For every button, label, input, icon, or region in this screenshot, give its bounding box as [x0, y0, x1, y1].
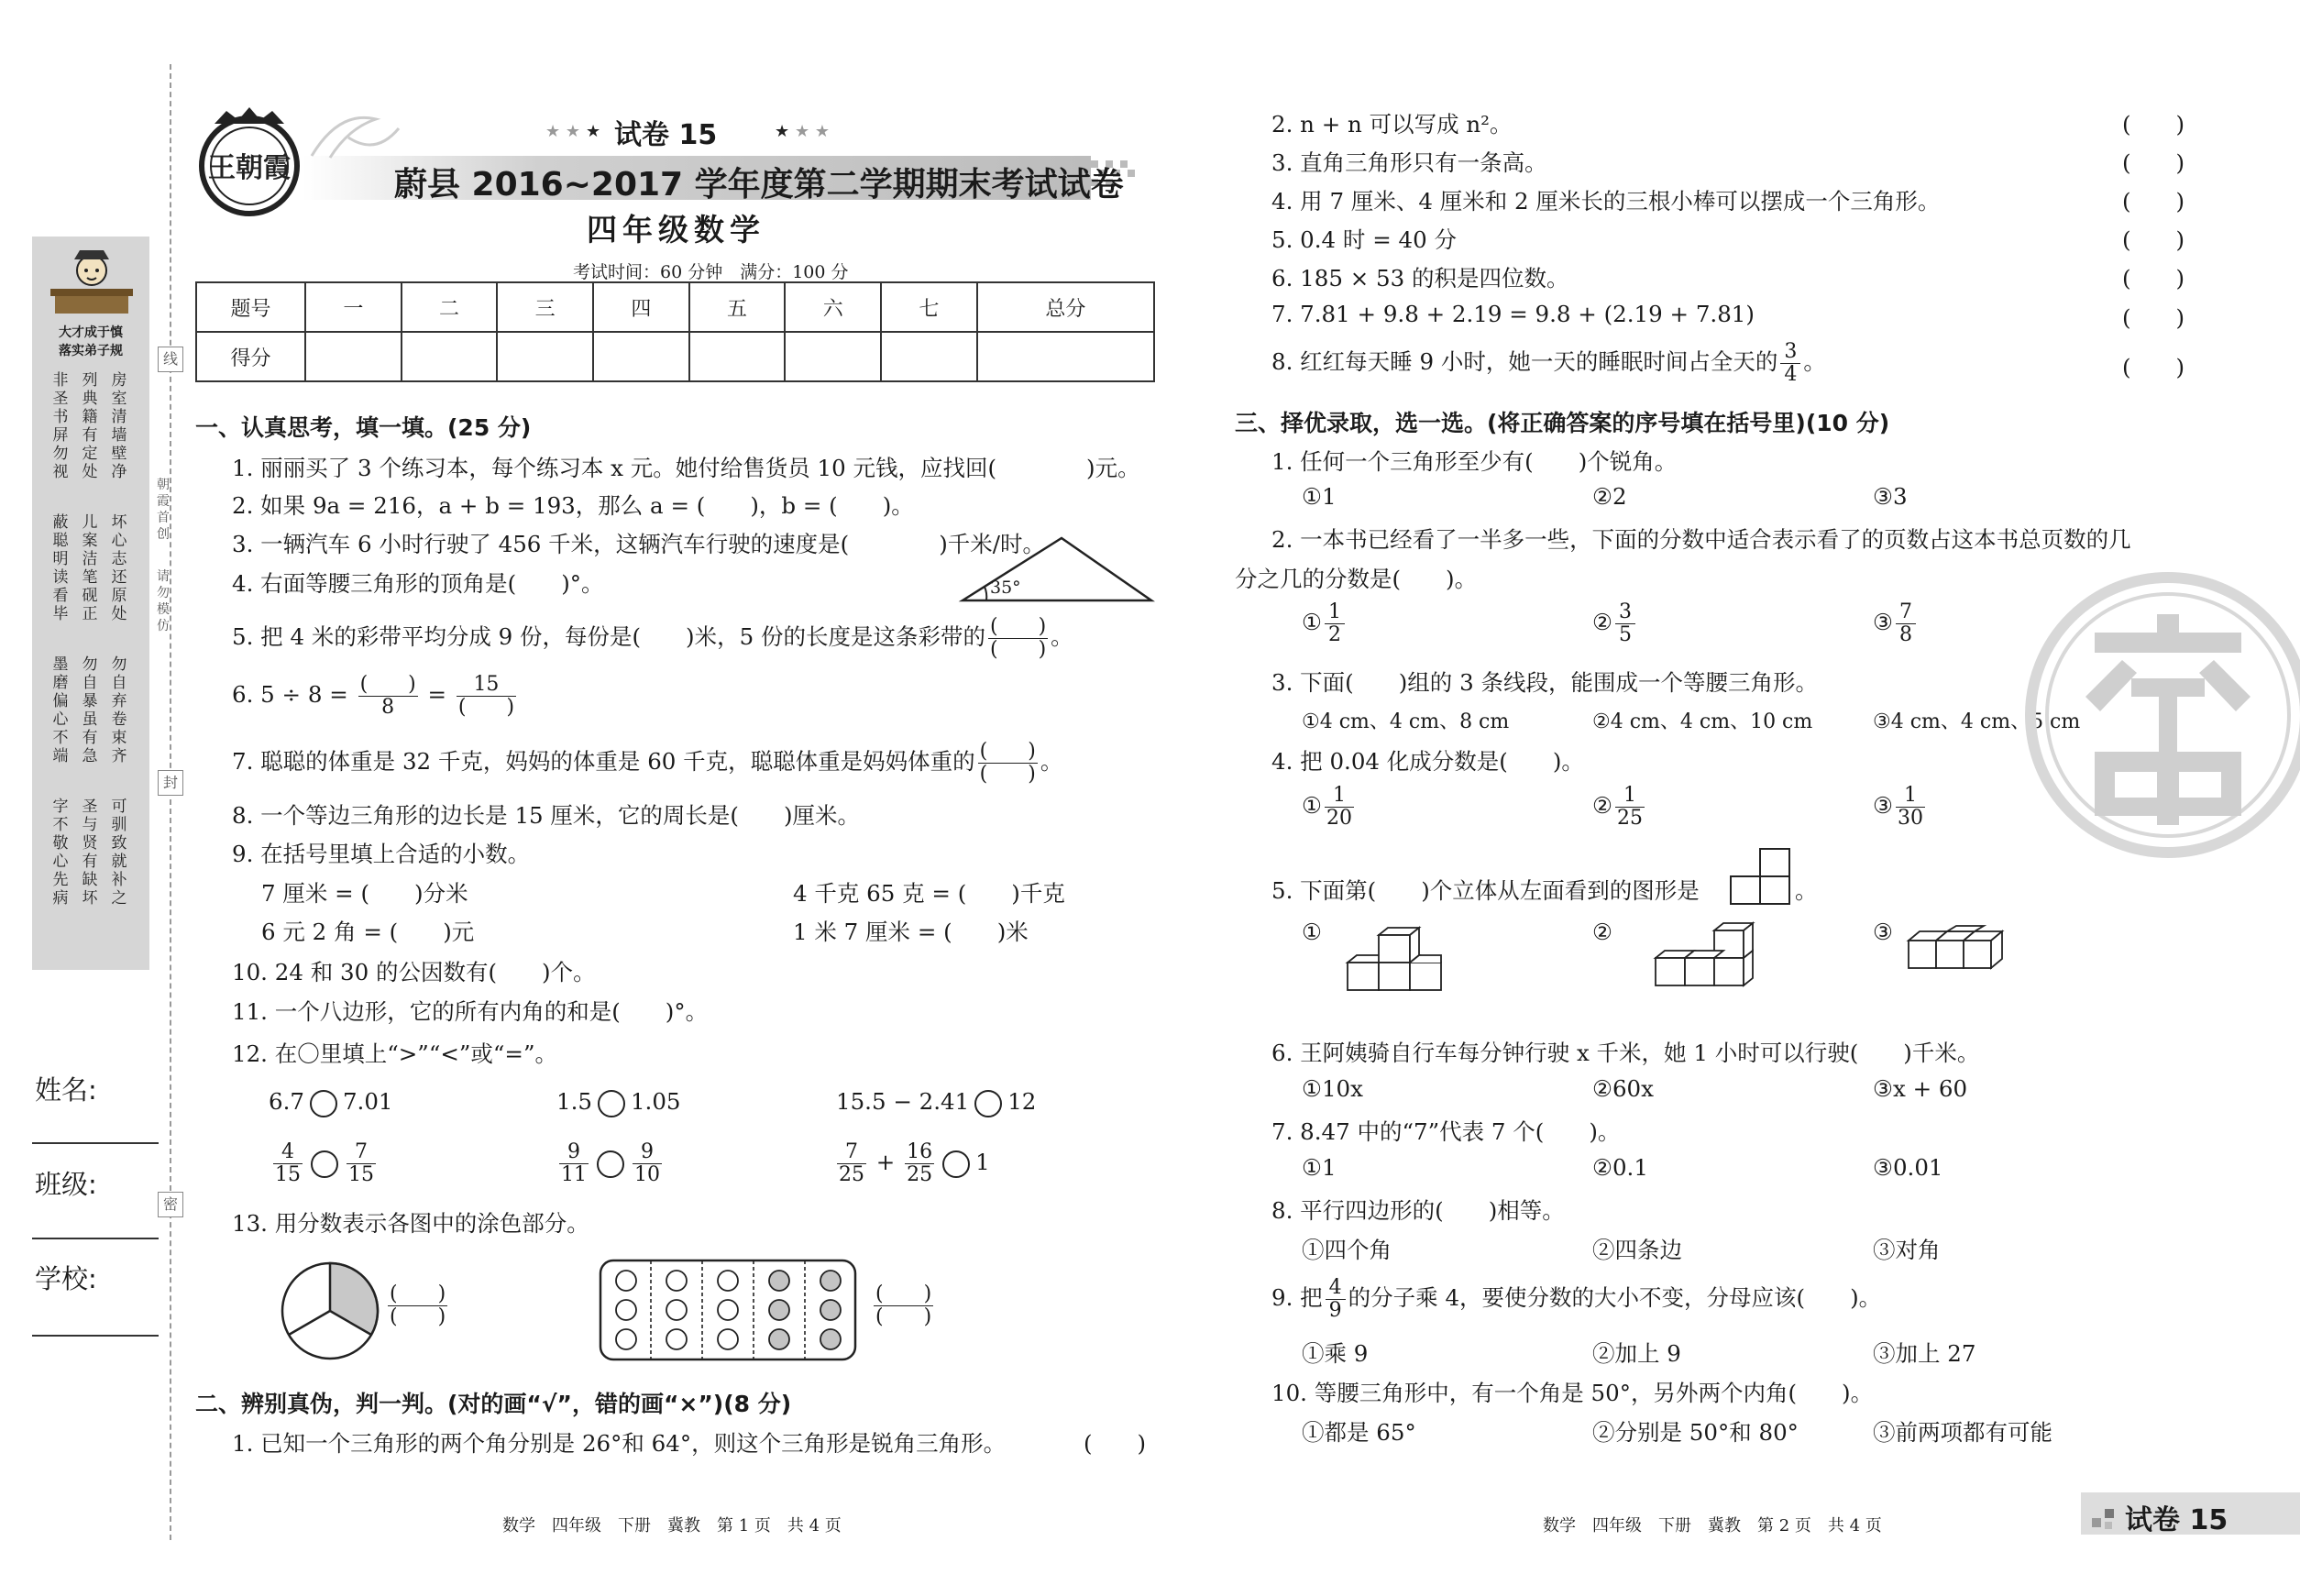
score-input-cell[interactable]: [977, 332, 1154, 381]
s3-q2-line1: 2. 一本书已经看了一半多一些，下面的分数中适合表示看了的页数占这本书总页数的几: [1271, 526, 2131, 553]
frac-num: 16: [907, 1140, 933, 1163]
score-head-cell: 一: [305, 282, 402, 332]
s3-q3-opt2[interactable]: ②4 cm、4 cm、10 cm: [1592, 710, 1813, 733]
name-label: 姓名:: [35, 1074, 97, 1106]
opt-marker: ①: [1302, 792, 1322, 819]
s1-q9: 9. 在括号里填上合适的小数。: [232, 841, 531, 867]
opt-frac: [1615, 785, 1645, 830]
score-head-cell: 总分: [977, 282, 1154, 332]
s2-q1: 1. 已知一个三角形的两个角分别是 26°和 64°，则这个三角形是锐角三角形。: [232, 1430, 1007, 1457]
score-input-cell[interactable]: [881, 332, 977, 381]
q12b-right: 1.05: [630, 1088, 681, 1115]
s1-q12d: [270, 1141, 379, 1186]
s2-q4: 4. 用 7 厘米、4 厘米和 2 厘米长的三根小棒可以摆成一个三角形。: [1271, 188, 1941, 215]
score-head-cell: 题号: [196, 282, 305, 332]
s3-q8-opt2[interactable]: ②四条边: [1592, 1237, 1682, 1263]
score-input-cell[interactable]: [402, 332, 498, 381]
side-note-1: 朝霞首创: [157, 478, 170, 542]
frac-num: 7: [1898, 600, 1912, 623]
s1-q5-text: 5. 把 4 米的彩带平均分成 9 份，每份是( )米，5 份的长度是这条彩带的: [232, 623, 985, 650]
s3-q4-opt2[interactable]: [1592, 785, 1647, 830]
q12f-frac-b: [905, 1141, 934, 1186]
s1-q6: [232, 674, 519, 719]
ribbon-decoration: [293, 101, 403, 165]
s1-q3: 3. 一辆汽车 6 小时行驶了 456 千米，这辆汽车行驶的速度是( )千米/时。: [232, 531, 1046, 557]
frac-den: 9: [1328, 1299, 1342, 1322]
seal-char-secret: 密: [158, 1192, 183, 1217]
q12d-frac-left: [273, 1141, 303, 1186]
s3-q5: 5. 下面第( )个立体从左面看到的图形是: [1271, 877, 1700, 904]
s1-q4: 4. 右面等腰三角形的顶角是( )°。: [232, 570, 604, 597]
s3-q7-opt3[interactable]: ③0.01: [1873, 1154, 1943, 1181]
s2-q4-answer[interactable]: ( ): [2122, 188, 2185, 215]
frac-num: 4: [281, 1140, 294, 1163]
motto-col-7: 墨磨偏心不端: [52, 655, 69, 765]
score-value-row: [196, 332, 1154, 381]
s1-q5: 5. 把 4 米的彩带平均分成 9 份，每份是( )米，5 份的长度是这条彩带的 $\frac{( )}{( )}$ 。: [232, 615, 1073, 661]
s1-q9d: 1 米 7 厘米 = ( )米: [793, 919, 1029, 945]
frac-den: 2: [1327, 623, 1341, 646]
motto-col-5: 儿案洁笔砚正: [82, 513, 98, 623]
frac-den: 11: [561, 1163, 587, 1186]
opt-marker: ③: [1873, 792, 1893, 819]
s3-q10-opt2[interactable]: ②分别是 50°和 80°: [1592, 1419, 1799, 1446]
s3-q1: 1. 任何一个三角形至少有( )个锐角。: [1271, 448, 1678, 475]
score-input-cell[interactable]: [305, 332, 402, 381]
s3-q1-opt3[interactable]: ③3: [1873, 483, 1908, 510]
school-underline[interactable]: [32, 1335, 159, 1337]
frac-den: ( ): [875, 1305, 932, 1328]
q12b-left: 1.5: [556, 1088, 592, 1115]
s3-q6-opt3[interactable]: ③x + 60: [1873, 1075, 1968, 1102]
s2-q7: 7. 7.81 + 9.8 + 2.19 = 9.8 + (2.19 + 7.81): [1271, 301, 1755, 327]
frac-den: 30: [1897, 807, 1923, 830]
s2-q2-answer[interactable]: ( ): [2122, 111, 2185, 138]
motto-col-3: 房室清墙壁净: [111, 371, 127, 481]
section2-title: 二、辨别真伪，判一判。(对的画“√”，错的画“×”)(8 分): [195, 1391, 792, 1417]
s2-q7-answer[interactable]: ( ): [2122, 304, 2185, 331]
s2-q8-fraction: [1780, 341, 1800, 386]
svg-text:★ ★: ★ ★: [795, 122, 830, 141]
q12f-right: 1: [975, 1149, 990, 1175]
side-note-2: 请勿模仿: [157, 569, 170, 633]
s3-q4-opt1[interactable]: [1302, 785, 1357, 830]
s3-q9: [1271, 1277, 1881, 1322]
stars-right-icon: [775, 116, 839, 144]
score-head-cell: 六: [785, 282, 881, 332]
s3-q9-opt1[interactable]: ①乘 9: [1302, 1340, 1369, 1367]
compare-circle[interactable]: [598, 1090, 625, 1117]
s1-q11: 11. 一个八边形，它的所有内角的和是( )°。: [232, 998, 709, 1025]
seal-char-line: 线: [158, 347, 183, 372]
frac-num: 1: [1332, 784, 1346, 807]
s3-q9-fraction: [1326, 1277, 1346, 1322]
frac-den: 20: [1326, 807, 1352, 830]
svg-text:★ ★: ★ ★: [545, 122, 580, 141]
s2-q3: 3. 直角三角形只有一条高。: [1271, 149, 1547, 176]
secret-stamp-icon: [2021, 568, 2300, 862]
frac-num: 9: [567, 1140, 580, 1163]
score-input-cell[interactable]: [689, 332, 786, 381]
s1-q7-fraction: [978, 741, 1038, 786]
frac-den: 15: [348, 1163, 374, 1186]
scholar-illustration: [50, 243, 133, 321]
section1-title: 一、认真思考，填一填。(25 分): [195, 414, 532, 441]
frac-num: 3: [1618, 600, 1632, 623]
s3-q10-opt3[interactable]: ③前两项都有可能: [1873, 1419, 2052, 1446]
opt-frac: [1325, 785, 1354, 830]
s3-q7-opt1[interactable]: ①1: [1302, 1154, 1337, 1181]
s1-q12e: [556, 1141, 665, 1186]
s2-q2: 2. n + n 可以写成 n²。: [1271, 111, 1513, 138]
cubes-option-3[interactable]: [1905, 924, 2019, 977]
q12e-frac-right: [633, 1141, 662, 1186]
s1-q6-frac1: [358, 674, 418, 719]
frac-den: 25: [839, 1163, 864, 1186]
s3-q9-lead: 9. 把: [1271, 1284, 1323, 1311]
name-underline[interactable]: [32, 1142, 159, 1144]
compare-circle[interactable]: [597, 1150, 624, 1178]
motto-col-2: 列典籍有定处: [82, 371, 98, 481]
s2-q6-answer[interactable]: ( ): [2122, 265, 2185, 292]
s1-q8: 8. 一个等边三角形的边长是 15 厘米，它的周长是( )厘米。: [232, 802, 861, 829]
frac-num: 1: [1623, 784, 1636, 807]
s1-q10: 10. 24 和 30 的公因数有( )个。: [232, 959, 596, 985]
class-label: 班级:: [35, 1169, 97, 1200]
compare-circle[interactable]: [974, 1090, 1002, 1117]
section3-title: 三、择优录取，选一选。(将正确答案的序号填在括号里)(10 分): [1235, 410, 1890, 436]
frac-den: ( ): [989, 638, 1047, 661]
s1-q12b: [556, 1088, 681, 1117]
s3-q1-opt1[interactable]: ①1: [1302, 483, 1337, 510]
s2-q6: 6. 185 × 53 的积是四位数。: [1271, 265, 1569, 292]
s1-q9c: 6 元 2 角 = ( )元: [261, 919, 475, 945]
s3-q2-opt2[interactable]: [1592, 601, 1638, 646]
s1-q9b: 4 千克 65 克 = ( )千克: [793, 880, 1065, 907]
s3-q8-opt3[interactable]: ③对角: [1873, 1237, 1941, 1263]
svg-text:王朝霞: 王朝霞: [208, 152, 291, 184]
s3-q3-opt1[interactable]: ①4 cm、4 cm、8 cm: [1302, 710, 1510, 733]
s3-q8-opt1[interactable]: ①四个角: [1302, 1237, 1392, 1263]
frac-den: 5: [1618, 623, 1632, 646]
s2-q8-answer[interactable]: ( ): [2122, 354, 2185, 380]
s3-q1-opt2[interactable]: ②2: [1592, 483, 1627, 510]
motto-col-11: 圣与贤有缺坏: [82, 798, 98, 908]
score-label-cell: 得分: [196, 332, 305, 381]
s3-q2-opt3[interactable]: [1873, 601, 1919, 646]
frac-den: 8: [1898, 623, 1912, 646]
s2-q8: [1271, 341, 1826, 386]
school-label: 学校:: [35, 1263, 97, 1294]
q12f-plus: +: [875, 1149, 896, 1175]
s3-q4-opt3[interactable]: [1873, 785, 1928, 830]
exam-info: 考试时间：60 分钟 满分：100 分: [573, 262, 849, 282]
frac-den: 8: [381, 696, 395, 719]
compare-circle[interactable]: [311, 1150, 338, 1178]
q12c-right: 12: [1007, 1088, 1037, 1115]
s1-q12a: [269, 1088, 393, 1117]
s3-q2-opt1[interactable]: [1302, 601, 1348, 646]
frac-num: 7: [845, 1140, 858, 1163]
q12f-frac-a: [837, 1141, 866, 1186]
opt-frac: [1896, 601, 1916, 646]
score-input-cell[interactable]: [785, 332, 881, 381]
s1-q6-eq: =: [427, 681, 447, 708]
s3-q5-opt2-label[interactable]: ②: [1592, 919, 1612, 945]
q12a-left: 6.7: [269, 1088, 304, 1115]
motto-col-10: 字不敬心先病: [52, 798, 69, 908]
s1-q1: 1. 丽丽买了 3 个练习本，每个练习本 x 元。她付给售货员 10 元钱，应找回( )元。: [232, 455, 1140, 481]
s1-q12c: [836, 1088, 1036, 1117]
s3-q8: 8. 平行四边形的( )相等。: [1271, 1197, 1565, 1224]
s3-q10: 10. 等腰三角形中，有一个角是 50°，另外两个内角( )。: [1271, 1380, 1874, 1406]
opt-marker: ③: [1873, 609, 1893, 635]
tag-squares-icon: [2092, 1500, 2125, 1533]
s3-q9-rest: 的分子乘 4，要使分数的大小不变，分母应该( )。: [1348, 1284, 1882, 1311]
publisher-logo: [194, 107, 304, 217]
s3-q6-opt1[interactable]: ①10x: [1302, 1075, 1363, 1102]
frac-den: 25: [907, 1163, 933, 1186]
s1-q6-frac2: [457, 674, 516, 719]
q12a-right: 7.01: [342, 1088, 393, 1115]
opt-marker: ①: [1302, 609, 1322, 635]
frac-num: 7: [355, 1140, 368, 1163]
frac-num: 15: [473, 673, 500, 696]
s1-q13-answer1[interactable]: [385, 1283, 450, 1328]
s1-q2: 2. 如果 9a = 216，a + b = 193，那么 a = ( )，b = ( )。: [232, 492, 914, 519]
s3-q2-line2: 分之几的分数是( )。: [1235, 566, 1478, 592]
s1-q5-fraction: [988, 616, 1048, 661]
s3-q4: 4. 把 0.04 化成分数是( )。: [1271, 748, 1584, 775]
motto-title-2: 落实弟子规: [59, 344, 123, 358]
s3-q6: 6. 王阿姨骑自行车每分钟行驶 x 千米，她 1 小时可以行驶( )千米。: [1271, 1040, 1980, 1066]
score-head-cell: 七: [881, 282, 977, 332]
circles-grid-figure: [599, 1259, 857, 1361]
frac-den: ( ): [979, 763, 1036, 786]
s1-q7: 7. 聪聪的体重是 32 千克，妈妈的体重是 60 千克，聪聪体重是妈妈体重的 $\frac{( )}{( )}$ 。: [232, 740, 1063, 786]
q12d-frac-right: [347, 1141, 376, 1186]
s3-q10-opt1[interactable]: ①都是 65°: [1302, 1419, 1416, 1446]
s3-q9-opt2[interactable]: ②加上 9: [1592, 1340, 1681, 1367]
compare-circle[interactable]: [942, 1150, 970, 1178]
frac-num: 9: [641, 1140, 654, 1163]
frac-den: ( ): [457, 696, 515, 719]
opt-marker: ②: [1592, 609, 1612, 635]
s2-q3-answer[interactable]: ( ): [2122, 149, 2185, 176]
compare-circle[interactable]: [310, 1090, 337, 1117]
score-input-cell[interactable]: [497, 332, 593, 381]
frac-den: ( ): [390, 1305, 446, 1328]
score-head-cell: 四: [593, 282, 689, 332]
left-view-shape: [1729, 847, 1793, 908]
answer-frac: [874, 1283, 933, 1328]
score-table: [195, 281, 1155, 382]
frac-num: ( ): [979, 740, 1036, 763]
opt-frac: [1615, 601, 1635, 646]
score-head-cell: 三: [497, 282, 593, 332]
s1-q13-answer2[interactable]: [871, 1283, 936, 1328]
frac-den: 10: [634, 1163, 660, 1186]
s2-q8-text: 8. 红红每天睡 9 小时，她一天的睡眠时间占全天的: [1271, 348, 1778, 375]
paper-tag: 试卷 15: [2125, 1504, 2228, 1536]
s1-q4-angle: 35°: [990, 578, 1021, 598]
opt-frac: [1896, 785, 1925, 830]
exam-title: 蔚县 2016~2017 学年度第二学期期末考试试卷: [394, 166, 1124, 204]
s3-q7: 7. 8.47 中的“7”代表 7 个( )。: [1271, 1118, 1621, 1145]
q12c-left: 15.5 − 2.41: [836, 1088, 970, 1115]
q12e-frac-left: [559, 1141, 589, 1186]
motto-col-8: 勿自暴虽有急: [82, 655, 98, 765]
s3-q3: 3. 下面( )组的 3 条线段，能围成一个等腰三角形。: [1271, 669, 1818, 696]
paper-number: 试卷 15: [614, 119, 718, 151]
s2-q5: 5. 0.4 时 = 40 分: [1271, 226, 1457, 253]
s3-q5-opt3-label[interactable]: ③: [1873, 919, 1893, 945]
frac-num: ( ): [390, 1282, 446, 1305]
cubes-option-1[interactable]: [1338, 926, 1444, 996]
class-underline[interactable]: [32, 1238, 159, 1239]
s3-q3-opt3[interactable]: ③4 cm、4 cm、5 cm: [1873, 710, 2081, 733]
frac-num: ( ): [989, 615, 1047, 638]
frac-num: 3: [1784, 340, 1798, 363]
s1-q12f: [834, 1141, 990, 1186]
s2-q5-answer[interactable]: ( ): [2122, 226, 2185, 253]
s2-q1-answer[interactable]: ( ): [1084, 1430, 1147, 1457]
answer-frac: [388, 1283, 447, 1328]
frac-den: 4: [1784, 363, 1798, 386]
frac-num: 1: [1903, 784, 1917, 807]
subject-title: 四年级数学: [587, 212, 765, 248]
s1-q12: 12. 在〇里填上“>”“<”或“=”。: [232, 1040, 557, 1067]
motto-title-1: 大才成于慎: [59, 325, 123, 340]
opt-marker: ②: [1592, 792, 1612, 819]
seal-char-seal: 封: [158, 770, 183, 796]
footer-page-2: 数学 四年级 下册 冀教 第 2 页 共 4 页: [1543, 1516, 1882, 1535]
cubes-option-2[interactable]: [1641, 921, 1755, 996]
frac-den: 25: [1616, 807, 1643, 830]
s3-q9-opt3[interactable]: ③加上 27: [1873, 1340, 1976, 1367]
stars-left-icon: [545, 116, 610, 144]
motto-col-6: 坏心志还原处: [111, 513, 127, 623]
motto-col-1: 非圣书屏勿视: [52, 371, 69, 481]
score-input-cell[interactable]: [593, 332, 689, 381]
frac-num: ( ): [875, 1282, 932, 1305]
frac-num: 1: [1327, 600, 1341, 623]
score-head-cell: 五: [689, 282, 786, 332]
s3-q6-opt2[interactable]: ②60x: [1592, 1075, 1654, 1102]
motto-col-9: 勿自弃卷束齐: [111, 655, 127, 765]
opt-frac: [1325, 601, 1345, 646]
s1-q9a: 7 厘米 = ( )分米: [261, 880, 468, 907]
frac-den: 15: [275, 1163, 301, 1186]
frac-num: 4: [1328, 1276, 1342, 1299]
s1-q13: 13. 用分数表示各图中的涂色部分。: [232, 1210, 589, 1237]
s3-q5-end: 。: [1795, 877, 1818, 904]
binding-dashed-line: [170, 64, 171, 1540]
svg-text:★: ★: [586, 122, 601, 141]
motto-col-4: 蔽聪明读看毕: [52, 513, 69, 623]
s1-q6-lead: 6. 5 ÷ 8 =: [232, 681, 348, 708]
s2-q8-end: 。: [1803, 348, 1826, 375]
score-header-row: [196, 282, 1154, 332]
motto-col-12: 可驯致就补之: [111, 798, 127, 908]
svg-text:★: ★: [775, 122, 790, 141]
pie-shaded-figure: [280, 1260, 380, 1361]
footer-page-1: 数学 四年级 下册 冀教 第 1 页 共 4 页: [502, 1516, 842, 1535]
s1-q7-text: 7. 聪聪的体重是 32 千克，妈妈的体重是 60 千克，聪聪体重是妈妈体重的: [232, 748, 975, 775]
score-head-cell: 二: [402, 282, 498, 332]
frac-num: ( ): [359, 673, 416, 696]
s3-q5-opt1-label[interactable]: ①: [1302, 919, 1322, 945]
s3-q7-opt2[interactable]: ②0.1: [1592, 1154, 1648, 1181]
